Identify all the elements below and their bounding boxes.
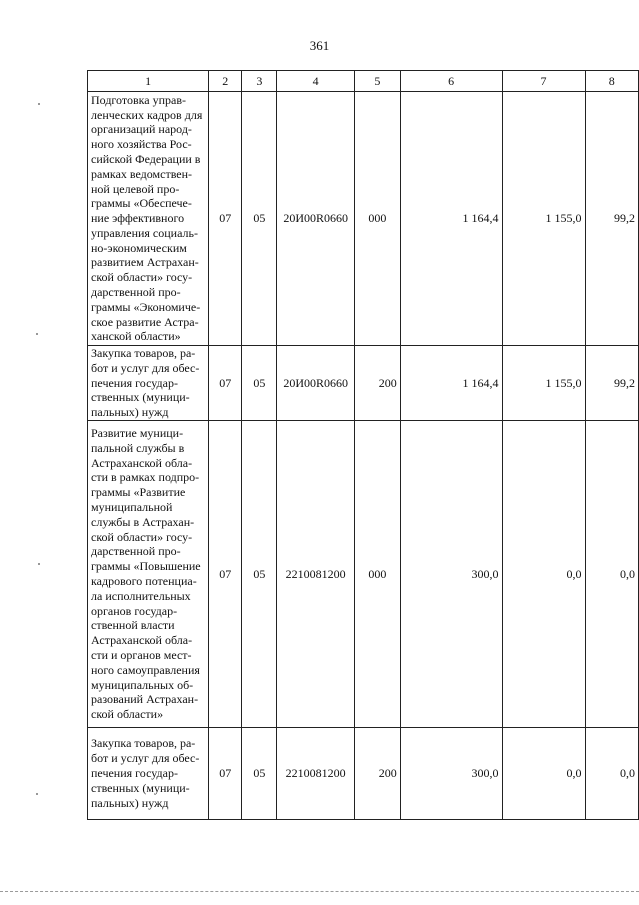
- row-section: 07: [209, 420, 242, 727]
- budget-table: [87, 70, 639, 820]
- row-name: Закупка товаров, ра- бот и услуг для обес- печения государ- ственных (муници- пальных) нужд: [88, 346, 209, 421]
- row-percent: 99,2: [585, 92, 638, 346]
- header-col-1: 1: [88, 71, 209, 92]
- header-row: [88, 71, 639, 92]
- row-actual: 0,0: [502, 420, 585, 727]
- scan-speck: [36, 333, 38, 335]
- header-col-5: 5: [354, 71, 400, 92]
- header-col-2: 2: [209, 71, 242, 92]
- row-section: 07: [209, 346, 242, 421]
- row-expense-type: 000: [354, 420, 400, 727]
- header-col-7: 7: [502, 71, 585, 92]
- row-name: Развитие муници- пальной службы в Астраханской обла- сти в рамках подпро- граммы «Развитие муниципальной службы в Астрахан- ской области» госу- дарственной про- граммы «Повышение кадрового потенциа- ла исполнительных органов государ- ственной власти Астраханской обла- сти и органов мест- ного самоуправления муниципальных об- разований Астрахан- ской области»: [88, 420, 209, 727]
- row-plan: 1 164,4: [400, 92, 502, 346]
- row-section: 07: [209, 92, 242, 346]
- table-row: [88, 420, 639, 727]
- header-col-3: 3: [242, 71, 277, 92]
- row-subsection: 05: [242, 727, 277, 819]
- row-expense-type: 000: [354, 92, 400, 346]
- row-section: 07: [209, 727, 242, 819]
- table-row: [88, 727, 639, 819]
- row-actual: 0,0: [502, 727, 585, 819]
- row-plan: 1 164,4: [400, 346, 502, 421]
- table-row: [88, 92, 639, 346]
- row-expense-type: 200: [354, 346, 400, 421]
- page-bottom-rule: [0, 891, 639, 892]
- row-target-code: 2210081200: [277, 420, 355, 727]
- header-col-4: 4: [277, 71, 355, 92]
- row-percent: 0,0: [585, 420, 638, 727]
- header-col-6: 6: [400, 71, 502, 92]
- row-expense-type: 200: [354, 727, 400, 819]
- row-target-code: 20И00R0660: [277, 92, 355, 346]
- row-percent: 99,2: [585, 346, 638, 421]
- row-plan: 300,0: [400, 727, 502, 819]
- row-name: Подготовка управ- ленческих кадров для организаций народ- ного хозяйства Рос- сийской Федерации в рамках ведомствен- ной целевой про- граммы «Обеспече- ние эффективного управления социаль- но-экономическим развитием Астрахан- ской области» госу- дарственной про- граммы «Экономиче- ское развитие Астра- ханской области»: [88, 92, 209, 346]
- row-subsection: 05: [242, 92, 277, 346]
- scan-speck: [36, 793, 38, 795]
- table-row: [88, 346, 639, 421]
- row-name: Закупка товаров, ра- бот и услуг для обес- печения государ- ственных (муници- пальных) нужд: [88, 727, 209, 819]
- row-percent: 0,0: [585, 727, 638, 819]
- row-target-code: 2210081200: [277, 727, 355, 819]
- page-number: 361: [309, 38, 330, 53]
- table-header: [88, 71, 639, 92]
- header-col-8: 8: [585, 71, 638, 92]
- row-subsection: 05: [242, 346, 277, 421]
- row-target-code: 20И00R0660: [277, 346, 355, 421]
- row-plan: 300,0: [400, 420, 502, 727]
- scan-speck: [38, 103, 40, 105]
- row-actual: 1 155,0: [502, 346, 585, 421]
- scan-speck: [38, 563, 40, 565]
- row-subsection: 05: [242, 420, 277, 727]
- row-actual: 1 155,0: [502, 92, 585, 346]
